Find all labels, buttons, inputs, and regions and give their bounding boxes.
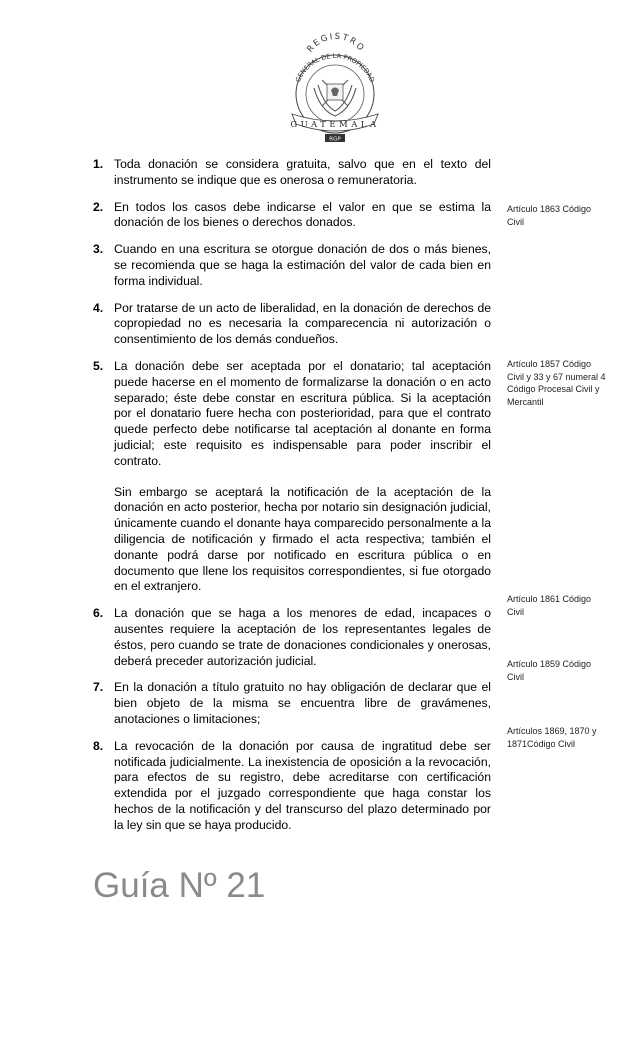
list-item xyxy=(93,200,491,232)
margin-note-item-8: Artículos 1869, 1870 y 1871Código Civil xyxy=(507,726,597,749)
item-text-continued: Sin embargo se aceptará la notificación de la aceptación de la donación en acto posterior, hecha por notario sin designación judicial, únicamente cuando el donante haya comparecido personalmente a la diligencia de notificación y firmado el acta respectiva; también el donante podrá darse por notificado en escritura pública o en documento que llene los requisitos correspondientes, si fue otorgado en el extranjero. xyxy=(114,484,491,594)
seal-ribbon-text: RGP xyxy=(329,136,341,143)
margin-note-item-6: Artículo 1861 Código Civil xyxy=(507,594,592,617)
svg-text:GENERAL DE LA PROPIEDAD xyxy=(294,52,376,83)
svg-text:REGISTRO xyxy=(305,32,366,55)
registro-seal-emblem xyxy=(272,28,398,154)
seal-bottom-text: GUATEMALA xyxy=(290,120,380,130)
item-number: 8. xyxy=(93,738,104,753)
guidelines-list xyxy=(93,157,491,844)
item-number: 6. xyxy=(93,606,104,621)
list-item xyxy=(93,359,491,595)
item-number: 5. xyxy=(93,358,104,373)
item-number: 3. xyxy=(93,242,104,257)
item-text: Toda donación se considera gratuita, salvo que en el texto del instrumento se indique que es onerosa o remuneratoria. xyxy=(114,157,491,187)
margin-note-item-7: Artículo 1859 Código Civil xyxy=(507,659,592,682)
list-item xyxy=(93,606,491,669)
item-text: En la donación a título gratuito no hay obligación de declarar que el bien objeto de la misma se encuentra libre de gravámenes, anotaciones o limitaciones; xyxy=(114,680,491,726)
list-item xyxy=(93,301,491,348)
item-text: En todos los casos debe indicarse el valor en que se estima la donación de los bienes o derechos donados. xyxy=(114,199,491,230)
item-text: La donación debe ser aceptada por el donatario; tal aceptación puede hacerse en el momento de formalizarse la donación o en acto separado; éste debe constar en escritura pública. Si la aceptación por el donatario fuere hecha con posterioridad, para que el contrato quede perfecto debe notificarse tal aceptación al donante en forma judicial; este requisito es indispensable para poder inscribir el contrato. xyxy=(114,358,491,468)
guide-title: Guía Nº 21 xyxy=(93,866,266,905)
item-text: La donación que se haga a los menores de edad, incapaces o ausentes requiere la aceptación de los representantes legales de éstos, pero cuando se trate de donaciones condicionales y onerosas, deberá preceder autorización judicial. xyxy=(114,606,491,668)
list-item xyxy=(93,157,491,189)
item-text: Por tratarse de un acto de liberalidad, en la donación de derechos de copropiedad no es necesaria la comparecencia ni autorización o consentimiento de los demás condueños. xyxy=(114,300,491,347)
item-text: La revocación de la donación por causa de ingratitud debe ser notificada judicialmente. La inexistencia de oposición a la revocación, para efectos de su registro, debe acreditarse con certificación extendida por el juzgado correspondiente que haga constar los hechos de la notificación y del transcurso del plazo determinado por la ley sin que se haya producido. xyxy=(114,738,491,832)
seal-top-text: REGISTRO xyxy=(305,31,367,55)
item-number: 2. xyxy=(93,199,104,214)
item-text: Cuando en una escritura se otorgue donación de dos o más bienes, se recomienda que se haga la estimación del valor de cada bien en forma individual. xyxy=(114,242,491,288)
list-item xyxy=(93,680,491,727)
item-number: 7. xyxy=(93,680,104,695)
item-number: 4. xyxy=(93,300,104,315)
seal-ring-text: GENERAL DE LA PROPIEDAD xyxy=(293,51,377,84)
list-item xyxy=(93,739,491,834)
margin-note-item-2: Artículo 1863 Código Civil xyxy=(507,204,592,227)
list-item xyxy=(93,242,491,289)
margin-note-item-5: Artículo 1857 Código Civil y 33 y 67 numeral 4 Código Procesal Civil y Mercantil xyxy=(507,359,606,407)
item-number: 1. xyxy=(93,157,104,171)
